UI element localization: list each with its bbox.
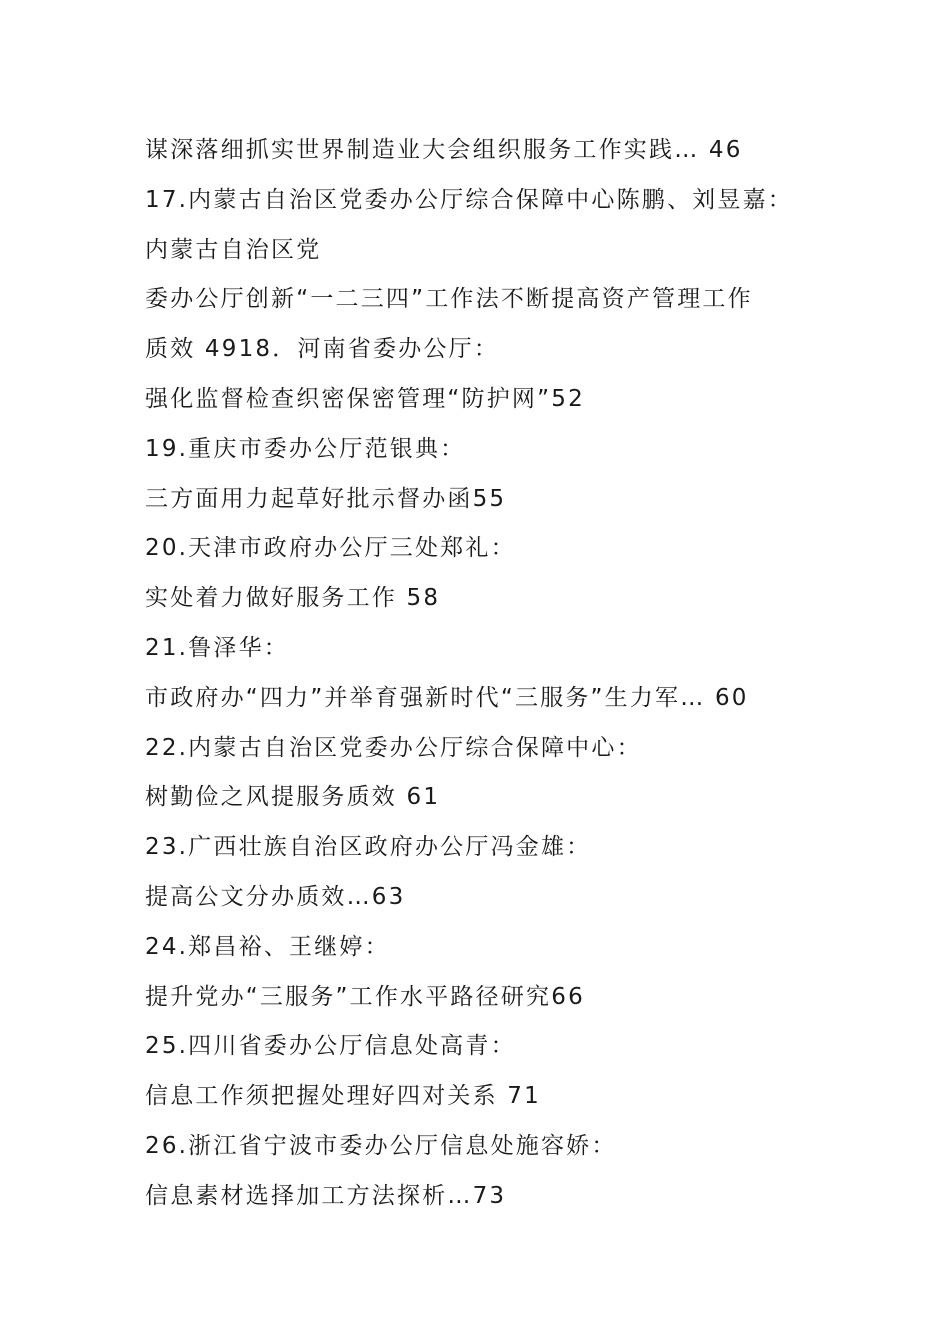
toc-line: 提升党办“三服务”工作水平路径研究66 [145, 983, 585, 1010]
toc-line: 25.四川省委办公厅信息处高青： [145, 1033, 516, 1060]
toc-line: 谋深落细抓实世界制造业大会组织服务工作实践… 46 [145, 137, 743, 163]
toc-line: 委办公厅创新“一二三四”工作法不断提高资产管理工作 [145, 286, 753, 313]
toc-line: 三方面用力起草好批示督办函55 [145, 485, 507, 512]
toc-line: 24.郑昌裕、王继婷： [145, 933, 390, 960]
toc-line: 质效 4918．河南省委办公厅： [145, 336, 500, 363]
toc-line: 22.内蒙古自治区党委办公厅综合保障中心： [145, 734, 642, 761]
toc-line: 23.广西壮族自治区政府办公厅冯金雄： [145, 834, 592, 861]
toc-line: 17.内蒙古自治区党委办公厅综合保障中心陈鹏、刘昱嘉： [145, 186, 793, 213]
toc-line: 26.浙江省宁波市委办公厅信息处施容娇： [145, 1132, 617, 1159]
toc-line: 19.重庆市委办公厅范银典： [145, 435, 466, 462]
toc-line: 内蒙古自治区党 [145, 236, 322, 263]
table-of-contents [145, 130, 845, 1226]
toc-line: 信息工作须把握处理好四对关系 71 [145, 1083, 541, 1110]
toc-line: 提高公文分办质效…63 [145, 883, 406, 910]
toc-line: 20.天津市政府办公厅三处郑礼： [145, 535, 516, 562]
toc-line: 树勤俭之风提服务质效 61 [145, 784, 441, 811]
toc-line: 市政府办“四力”并举育强新时代“三服务”生力军… 60 [145, 684, 749, 711]
toc-line: 强化监督检查织密保密管理“防护网”52 [145, 385, 585, 412]
toc-line: 21.鲁泽华： [145, 634, 289, 661]
toc-line: 实处着力做好服务工作 58 [145, 585, 441, 612]
toc-line: 信息素材选择加工方法探析…73 [145, 1182, 507, 1209]
